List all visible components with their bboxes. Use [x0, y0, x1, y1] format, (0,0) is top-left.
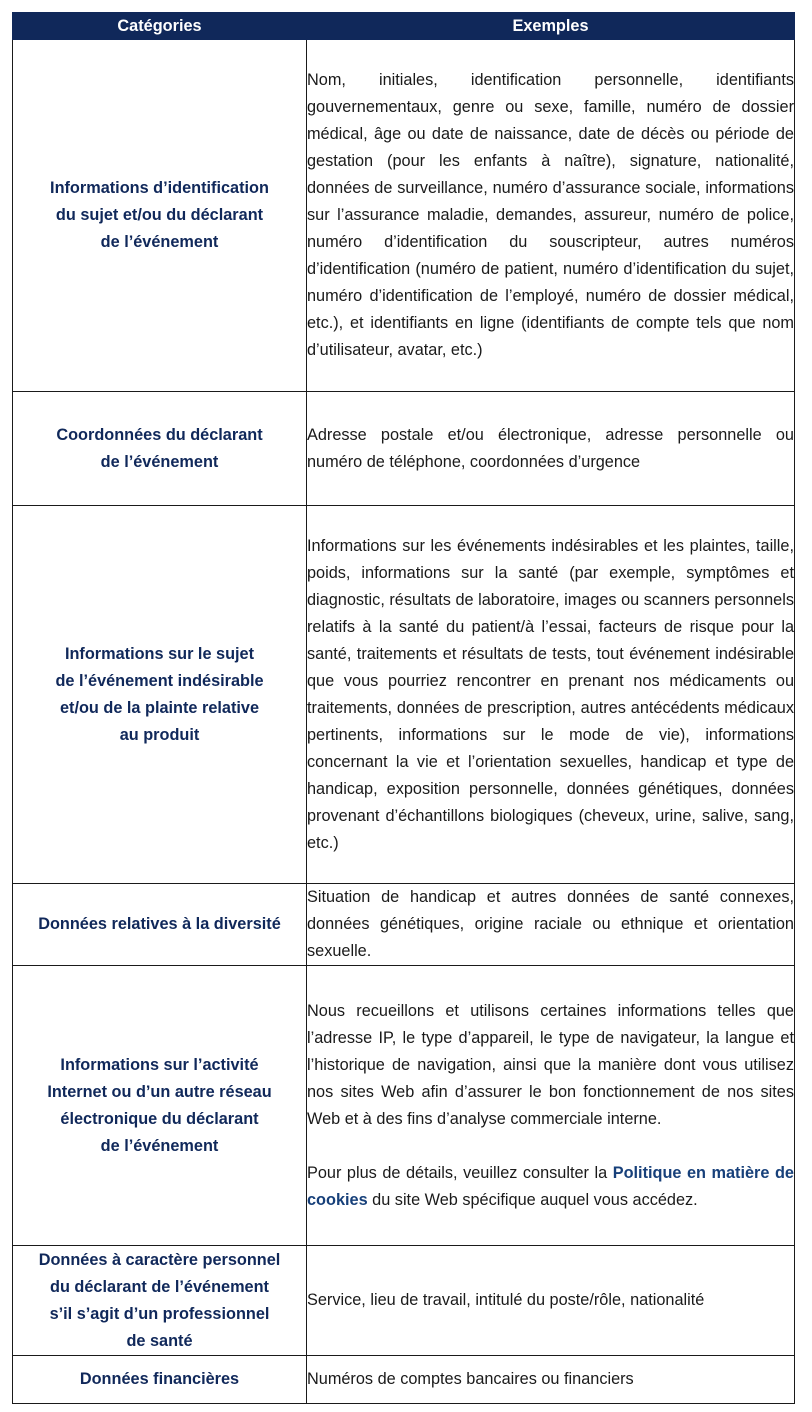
table-row	[13, 40, 795, 392]
category-line: de l’événement	[100, 233, 219, 251]
examples-text: Informations sur les événements indésirables et les plaintes, taille, poids, informations sur la santé (par exemple, symptômes et diagnostic, résultats de laboratoire, images ou scanners personnels relatifs à la santé du patient/à l’essai, facteurs de risque pour la santé, traitements et résultats de tests, tout événement indésirable que vous pourriez rencontrer en prenant nos médicaments ou traitements, données de prescription, autres antécédents médicaux pertinents, informations sur le mode de vie), informations concernant la vie et l’orientation sexuelles, handicap et type de handicap, exposition personnelle, données génétiques, données provenant d’échantillons biologiques (cheveux, urine, salive, sang, etc.)	[307, 536, 794, 852]
category-line: électronique du déclarant	[60, 1109, 259, 1128]
examples-text: Nous recueillons et utilisons certaines informations telles que l’adresse IP, le type d’appareil, le type de navigateur, la langue et l’historique de navigation, ainsi que la manière dont vous utilisez nos sites Web afin d’assurer le bon fonctionnement de nos sites Web et à des fins d’analyse commerciale interne.	[307, 1001, 794, 1128]
table-row	[13, 392, 795, 506]
category-line: Données relatives à la diversité	[38, 915, 281, 933]
category-cell	[13, 966, 307, 1246]
category-line: de l’événement indésirable	[55, 671, 264, 690]
category-line: Coordonnées du déclarant	[56, 425, 263, 444]
category-line: Données financières	[79, 1370, 240, 1388]
category-line: Informations sur l’activité	[60, 1055, 259, 1074]
examples-cell	[307, 506, 795, 884]
examples-cell	[307, 966, 795, 1246]
table-row	[13, 1356, 795, 1404]
cookies-paragraph	[307, 1160, 794, 1214]
examples-text: Numéros de comptes bancaires ou financiers	[307, 1370, 634, 1388]
category-line: Internet ou d’un autre réseau	[47, 1082, 272, 1101]
category-line: de l’événement	[100, 1136, 219, 1155]
category-cell	[13, 506, 307, 884]
table-row	[13, 506, 795, 884]
examples-text: Adresse postale et/ou électronique, adresse personnelle ou numéro de téléphone, coordonnées d’urgence	[307, 425, 794, 471]
category-cell	[13, 40, 307, 392]
examples-text: Service, lieu de travail, intitulé du poste/rôle, nationalité	[307, 1291, 705, 1309]
category-line: du sujet et/ou du déclarant	[55, 206, 264, 224]
data-categories-table	[12, 12, 795, 1404]
examples-text: Situation de handicap et autres données de santé connexes, données génétiques, origine raciale ou ethnique et orientation sexuelle.	[307, 888, 794, 960]
category-cell	[13, 1356, 307, 1404]
category-line: de santé	[126, 1331, 193, 1350]
examples-cell	[307, 40, 795, 392]
category-line: s’il s’agit d’un professionnel	[49, 1304, 270, 1323]
category-line: et/ou de la plainte relative	[59, 698, 260, 717]
category-cell	[13, 392, 307, 506]
cookies-text-after: du site Web spécifique auquel vous accédez.	[367, 1190, 698, 1209]
category-line: au produit	[119, 725, 200, 744]
table-row	[13, 1246, 795, 1356]
table-row	[13, 884, 795, 966]
category-cell	[13, 884, 307, 966]
cookies-text-before: Pour plus de détails, veuillez consulter la	[307, 1163, 613, 1182]
category-line: Données à caractère personnel	[38, 1250, 281, 1269]
category-line: du déclarant de l’événement	[50, 1277, 269, 1296]
header-row	[13, 13, 795, 40]
header-examples: Exemples	[307, 13, 795, 40]
category-cell	[13, 1246, 307, 1356]
examples-cell	[307, 1356, 795, 1404]
examples-cell	[307, 1246, 795, 1356]
cookie-policy-link[interactable]: Politique en matière de cookies	[307, 1163, 794, 1209]
header-categories: Catégories	[13, 13, 307, 40]
table-row	[13, 966, 795, 1246]
examples-cell	[307, 392, 795, 506]
category-line: Informations d’identification	[50, 179, 269, 197]
examples-text: Nom, initiales, identification personnelle, identifiants gouvernementaux, genre ou sexe, famille, numéro de dossier médical, âge ou date de naissance, date de décès ou période de gestation (pour les enfants à naître), signature, nationalité, données de surveillance, numéro d’assurance sociale, informations sur l’assurance maladie, demandes, assureur, numéro de police, numéro d’identification du souscripteur, autres numéros d’identification (numéro de patient, numéro d’identification du sujet, numéro d’identification de l’employé, numéro de dossier médical, etc.), et identifiants en ligne (identifiants de compte tels que nom d’utilisateur, avatar, etc.)	[307, 71, 794, 359]
category-line: de l’événement	[100, 452, 219, 471]
category-line: Informations sur le sujet	[64, 644, 255, 663]
examples-cell	[307, 884, 795, 966]
